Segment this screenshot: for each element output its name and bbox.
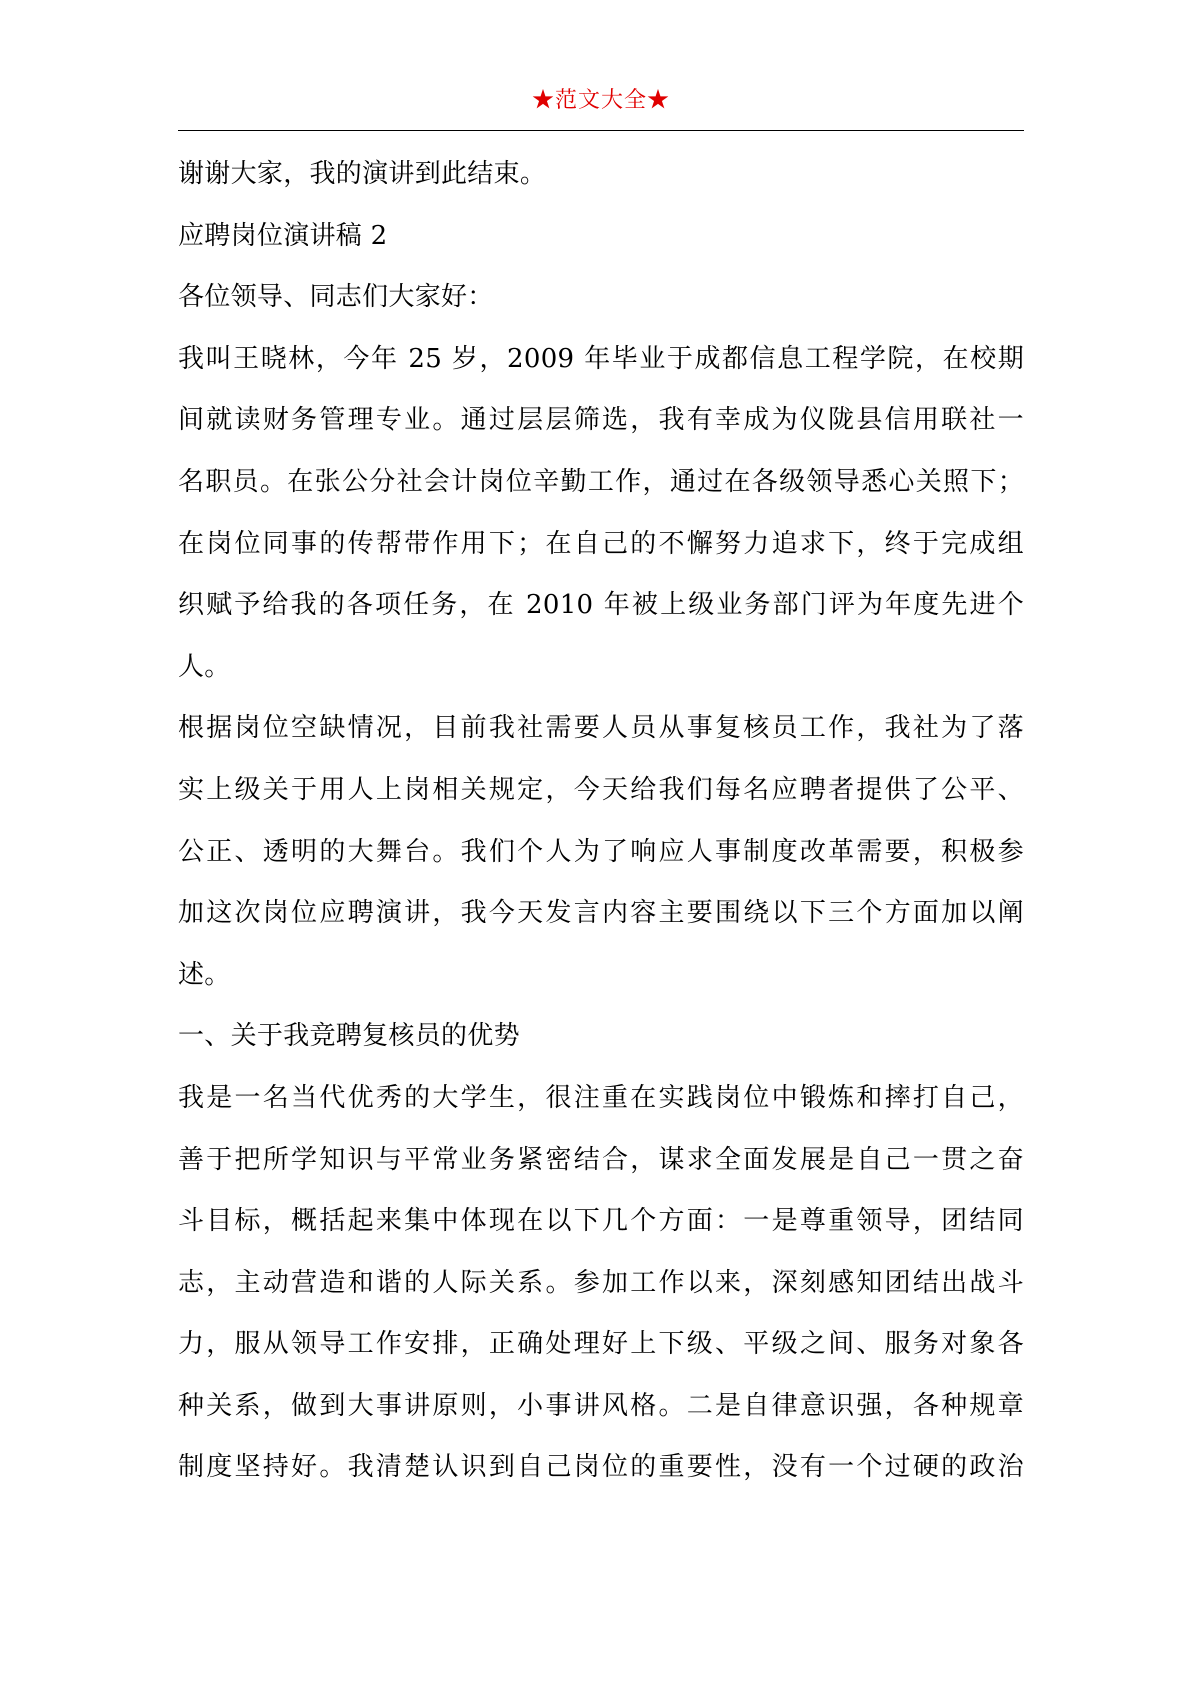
text-line: 力，服从领导工作安排，正确处理好上下级、平级之间、服务对象各 — [178, 1329, 1024, 1360]
text-line: 公正、透明的大舞台。我们个人为了响应人事制度改革需要，积极参 — [178, 836, 1024, 867]
text-line: 制度坚持好。我清楚认识到自己岗位的重要性，没有一个过硬的政治 — [178, 1452, 1024, 1483]
section-heading: 一、关于我竞聘复核员的优势 — [178, 1021, 520, 1052]
text-line: 志，主动营造和谐的人际关系。参加工作以来，深刻感知团结出战斗 — [178, 1267, 1024, 1298]
text-line: 在岗位同事的传帮带作用下；在自己的不懈努力追求下，终于完成组 — [178, 528, 1024, 559]
text-line: 间就读财务管理专业。通过层层筛选，我有幸成为仪陇县信用联社一 — [178, 405, 1024, 436]
text-line: 名职员。在张公分社会计岗位辛勤工作，通过在各级领导悉心关照下； — [178, 466, 1024, 497]
text-line: 织赋予给我的各项任务，在 2010 年被上级业务部门评为年度先进个 — [178, 590, 1024, 621]
text-line: 根据岗位空缺情况，目前我社需要人员从事复核员工作，我社为了落 — [178, 713, 1024, 744]
text-line: 实上级关于用人上岗相关规定，今天给我们每名应聘者提供了公平、 — [178, 774, 1024, 805]
text-line: 人。 — [178, 651, 231, 682]
text-line: 种关系，做到大事讲原则，小事讲风格。二是自律意识强，各种规章 — [178, 1390, 1024, 1421]
page-header — [178, 86, 1024, 131]
text-line: 善于把所学知识与平常业务紧密结合，谋求全面发展是自己一贯之奋 — [178, 1144, 1024, 1175]
text-line: 斗目标，概括起来集中体现在以下几个方面：一是尊重领导，团结同 — [178, 1206, 1024, 1237]
text-line: 我叫王晓林，今年 25 岁，2009 年毕业于成都信息工程学院，在校期 — [178, 343, 1024, 374]
text-line: 述。 — [178, 959, 231, 990]
text-line: 我是一名当代优秀的大学生，很注重在实践岗位中锻炼和摔打自己， — [178, 1082, 1024, 1113]
text-line: 谢谢大家，我的演讲到此结束。 — [178, 159, 547, 189]
text-line: 各位领导、同志们大家好： — [178, 282, 494, 313]
document-body — [178, 148, 1024, 1503]
text-line: 加这次岗位应聘演讲，我今天发言内容主要围绕以下三个方面加以阐 — [178, 898, 1024, 929]
header-title: ★范文大全★ — [531, 88, 670, 113]
text-line: 应聘岗位演讲稿 2 — [178, 220, 388, 251]
